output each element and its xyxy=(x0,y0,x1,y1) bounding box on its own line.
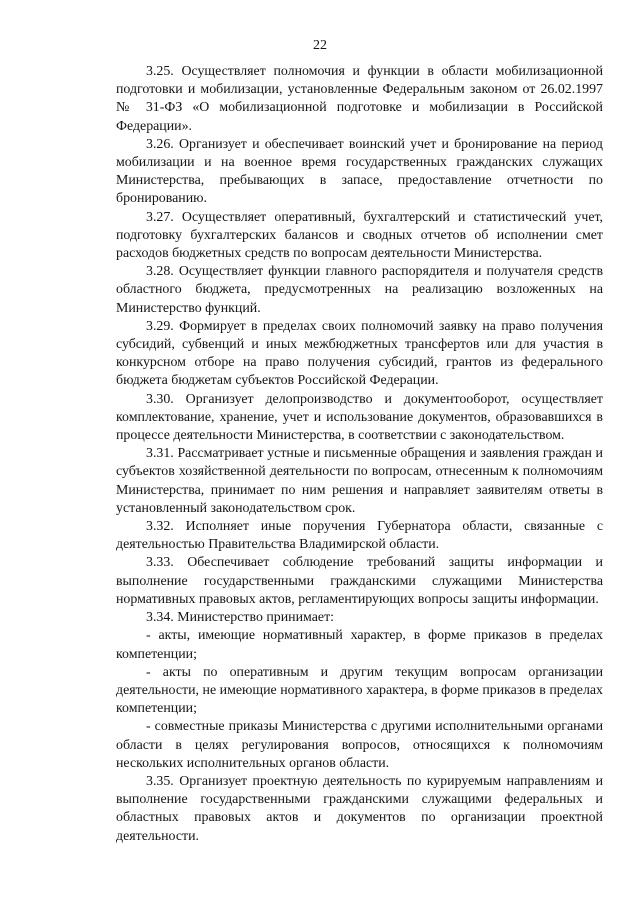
paragraph-3-25: 3.25. Осуществляет полномочия и функции в области мобилизационной подготовки и мобилизации, установленные Федеральным законом от 26.02.1997 № 31-ФЗ «О мобилизационной подготовке и мобилизации в Российской Федерации». xyxy=(116,64,603,134)
paragraph-3-32: 3.32. Исполняет иные поручения Губернатора области, связанные с деятельностью Правительства Владимирской области. xyxy=(116,519,603,553)
paragraph-3-33: 3.33. Обеспечивает соблюдение требований защиты информации и выполнение государственными гражданскими служащими Министерства нормативных правовых актов, регламентирующих вопросы защиты информации. xyxy=(116,555,603,607)
paragraph-3-28: 3.28. Осуществляет функции главного распорядителя и получателя средств областного бюджета, предусмотренных на реализацию возложенных на Министерство функций. xyxy=(116,264,603,316)
list-item-operational-acts: - акты по оперативным и другим текущим вопросам организации деятельности, не имеющие нормативного характера, в форме приказов в пределах компетенции; xyxy=(116,664,603,717)
page-number: 22 xyxy=(313,38,327,53)
paragraph-3-27: 3.27. Осуществляет оперативный, бухгалтерский и статистический учет, подготовку бухгалтерских балансов и сводных отчетов об исполнении смет расходов бюджетных средств по вопросам деятельности Министерства. xyxy=(116,209,603,262)
paragraph-3-34: 3.34. Министерство принимает: xyxy=(146,610,335,626)
paragraph-3-30: 3.30. Организует делопроизводство и документооборот, осуществляет комплектование, хранение, учет и использование документов, образовавшихся в процессе деятельности Министерства, в соответствии с законодательством. xyxy=(116,391,603,444)
paragraph-3-31: 3.31. Рассматривает устные и письменные обращения и заявления граждан и субъектов хозяйственной деятельности по вопросам, отнесенным к полномочиям Министерства, принимает по ним решения и направляет заявителям ответы в установленный законодательством срок. xyxy=(116,446,603,516)
page-body xyxy=(116,63,603,846)
paragraph-3-26: 3.26. Организует и обеспечивает воинский учет и бронирование на период мобилизации и на военное время государственных гражданских служащих Министерства, пребывающих в запасе, предоставление отчетности по бронированию. xyxy=(116,136,603,207)
list-item-normative-acts: - акты, имеющие нормативный характер, в форме приказов в пределах компетенции; xyxy=(116,628,603,662)
paragraph-3-35: 3.35. Организует проектную деятельность по курируемым направлениям и выполнение государственными гражданскими служащими федеральных и областных правовых актов и документов по организации проектной деятельности. xyxy=(116,773,603,844)
list-item-joint-orders: - совместные приказы Министерства с другими исполнительными органами области в целях регулирования вопросов, относящихся к полномочиям нескольких исполнительных органов области. xyxy=(116,719,603,771)
paragraph-3-29: 3.29. Формирует в пределах своих полномочий заявку на право получения субсидий, субвенций и иных межбюджетных трансфертов или для участия в конкурсном отборе на право получения субсидий, грантов из федерального бюджета бюджетам субъектов Российской Федерации. xyxy=(116,318,603,389)
